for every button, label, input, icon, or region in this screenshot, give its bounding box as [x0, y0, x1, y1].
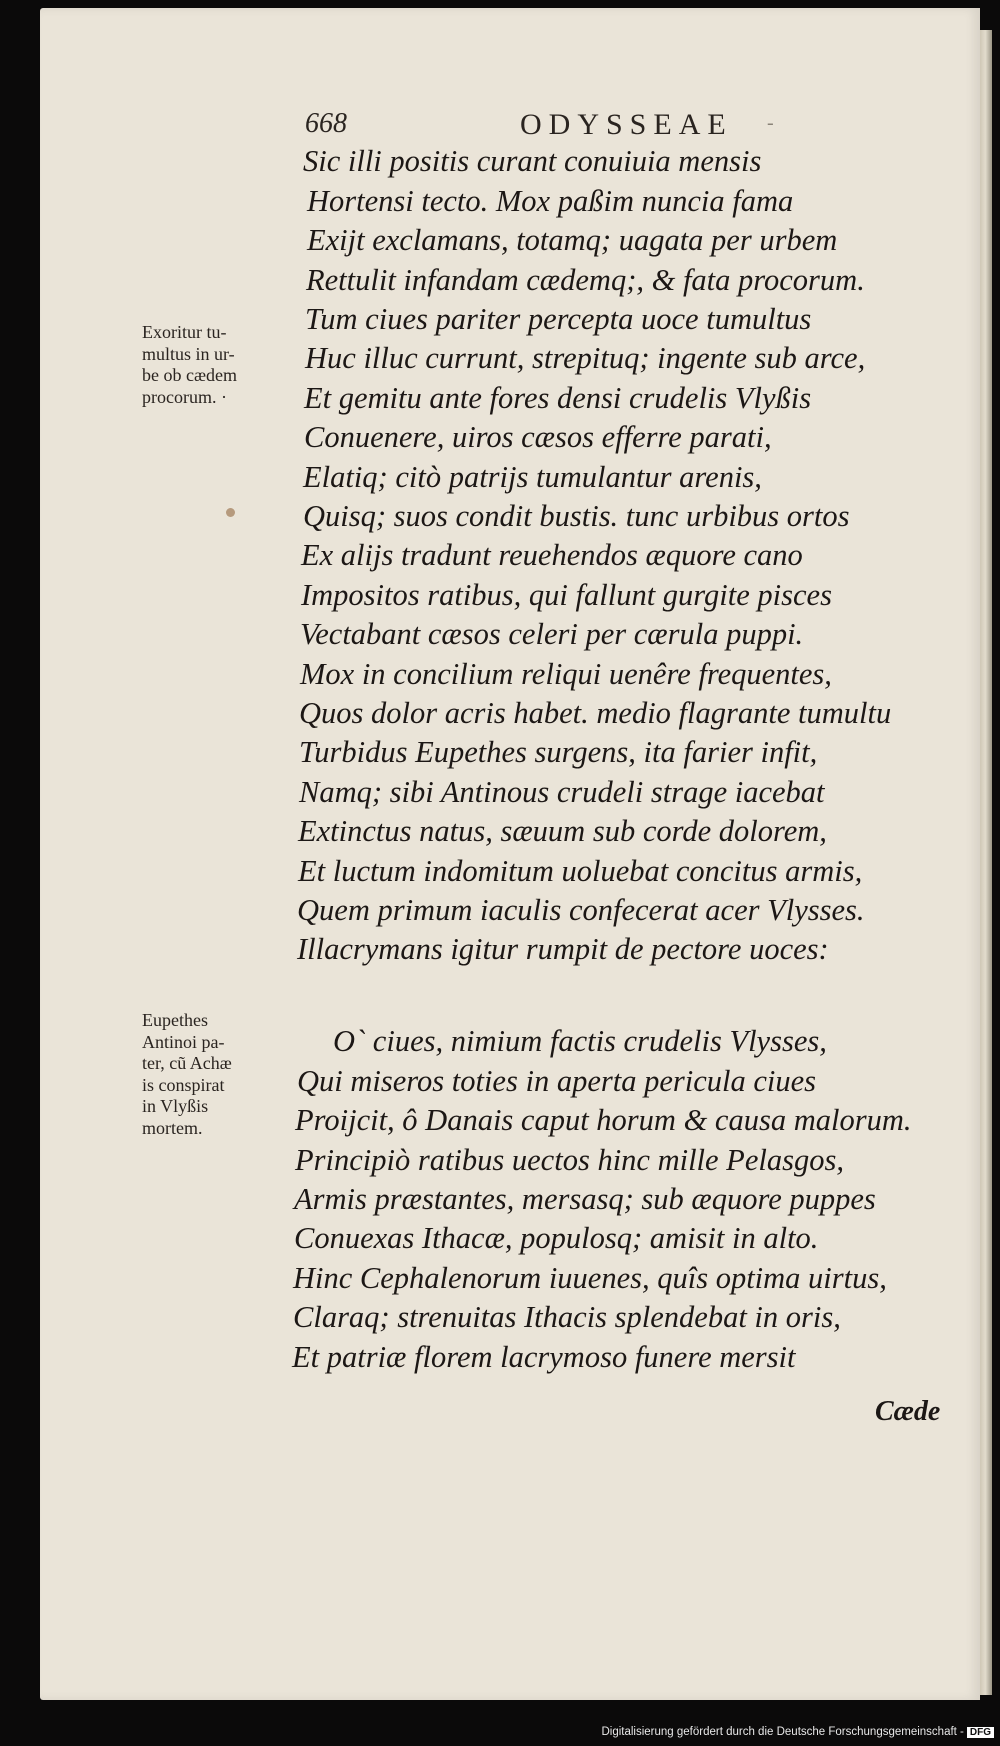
marginal-note-line: multus in ur-	[142, 343, 235, 364]
verse-line: Armis præstantes, mersasq; sub æquore puppes	[294, 1182, 876, 1216]
verse-line: Mox in concilium reliqui uenêre frequentes,	[300, 657, 832, 691]
marginal-note-line: is conspirat	[142, 1074, 225, 1095]
marginal-note-line: in Vlyßis	[142, 1096, 209, 1116]
page-number: 668	[305, 108, 347, 139]
verse-line: O` ciues, nimium factis crudelis Vlysses,	[333, 1024, 827, 1058]
marginal-note	[142, 322, 292, 408]
marginal-note-line: ter, cũ Achæ	[142, 1053, 232, 1073]
running-title: ODYSSEAE	[520, 108, 733, 141]
verse-line: Qui miseros toties in aperta pericula ciues	[297, 1064, 817, 1098]
dfg-logo: DFG	[967, 1727, 994, 1738]
credit-text: Digitalisierung gefördert durch die Deutsche Forschungsgemeinschaft -	[601, 1726, 964, 1738]
verse-line: Hinc Cephalenorum iuuenes, quîs optima uirtus,	[293, 1261, 887, 1295]
verse-line: Tum ciues pariter percepta uoce tumultus	[305, 302, 812, 336]
marginal-note-line: Eupethes	[142, 1010, 208, 1030]
verse-line: Quem primum iaculis confecerat acer Vlysses.	[297, 893, 865, 927]
marginal-note-line: mortem.	[142, 1117, 203, 1138]
verse-line: Rettulit infandam cædemq;, & fata procorum.	[306, 263, 865, 297]
marginal-note-line: Antinoi pa-	[142, 1031, 225, 1052]
running-mark: -	[767, 112, 774, 134]
verse-line: Ex alijs tradunt reuehendos æquore cano	[301, 538, 803, 572]
ink-stain	[226, 508, 235, 517]
verse-line: Namq; sibi Antinous crudeli strage iacebat	[299, 775, 825, 809]
verse-line: Claraq; strenuitas Ithacis splendebat in oris,	[293, 1300, 841, 1334]
verse-line: Principiò ratibus uectos hinc mille Pelasgos,	[295, 1143, 844, 1177]
verse-line: Hortensi tecto. Mox paßim nuncia fama	[307, 184, 794, 218]
verse-line: Quos dolor acris habet. medio flagrante tumultu	[299, 696, 892, 730]
verse-line: Et luctum indomitum uoluebat concitus armis,	[298, 854, 863, 888]
verse-line: Exijt exclamans, totamq; uagata per urbem	[307, 223, 838, 257]
catchword: Cæde	[875, 1396, 941, 1427]
verse-line: Quisq; suos condit bustis. tunc urbibus ortos	[303, 499, 850, 533]
verse-line: Et gemitu ante fores densi crudelis Vlyßis	[304, 381, 812, 415]
verse-line: Vectabant cæsos celeri per cærula puppi.	[300, 617, 804, 651]
marginal-note-line: be ob cædem	[142, 365, 237, 385]
verse-line: Illacrymans igitur rumpit de pectore uoces:	[297, 932, 829, 966]
verse-line: Conuexas Ithacæ, populosq; amisit in alto.	[294, 1221, 819, 1255]
verse-line: Sic illi positis curant conuiuia mensis	[303, 144, 762, 178]
verse-line: Extinctus natus, sæuum sub corde dolorem,	[298, 814, 827, 848]
verse-line: Conuenere, uiros cæsos efferre parati,	[304, 420, 772, 454]
digitization-credit	[601, 1726, 994, 1742]
marginal-note	[142, 1010, 292, 1139]
verse-line: Turbidus Eupethes surgens, ita farier infit,	[299, 735, 818, 769]
verse-line: Et patriæ florem lacrymoso funere mersit	[292, 1340, 796, 1374]
verse-line: Impositos ratibus, qui fallunt gurgite pisces	[301, 578, 832, 612]
verse-line: Proijcit, ô Danais caput horum & causa malorum.	[295, 1103, 912, 1137]
verse-line: Elatiq; citò patrijs tumulantur arenis,	[303, 460, 762, 494]
verse-line: Huc illuc currunt, strepituq; ingente sub arce,	[305, 341, 866, 375]
marginal-note-line: procorum. ·	[142, 386, 227, 407]
marginal-note-line: Exoritur tu-	[142, 322, 227, 342]
